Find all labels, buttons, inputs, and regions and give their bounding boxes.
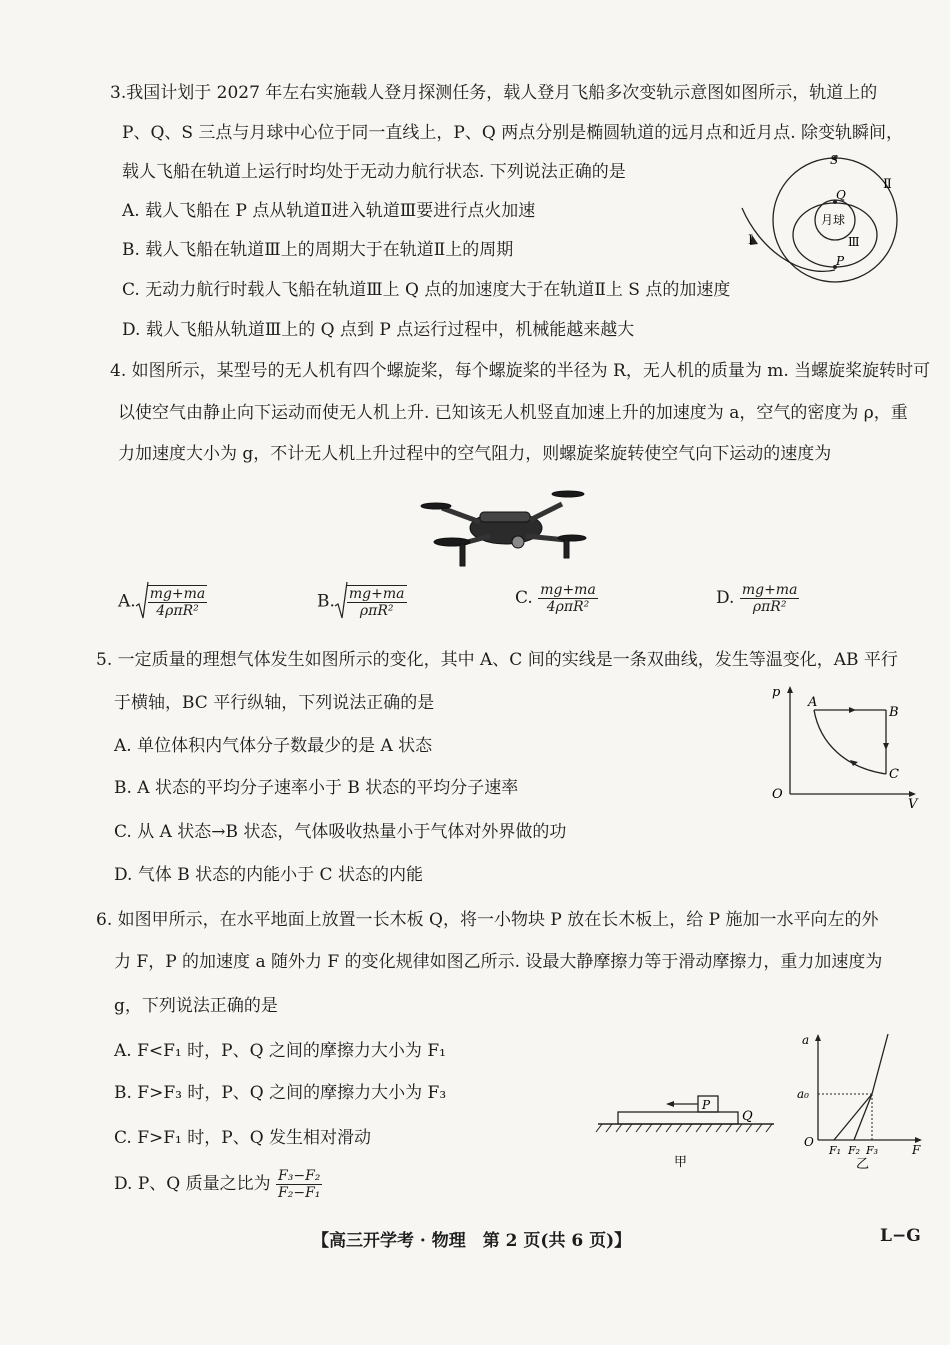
q3-orbit-figure [730,150,920,285]
q5-line-2: 于横轴，BC 平行纵轴，下列说法正确的是 [114,693,435,713]
q4-option-d: D. $\frac{mg+ma}{\text{ρπR²}}$ [716,582,798,616]
state-b-label: B [889,705,899,720]
drone-image [420,480,590,575]
origin-label: O [804,1135,814,1149]
a0-label: a₀ [797,1087,809,1101]
label-q: Q [742,1109,753,1124]
f1-label: F₁ [829,1144,842,1157]
axis-p-label: p [772,685,781,700]
label-orbit-1: Ⅰ [748,233,754,248]
q5-option-d: D. 气体 B 状态的内能小于 C 状态的内能 [114,865,423,885]
q4-line-3: 力加速度大小为 g，不计无人机上升过程中的空气阻力，则螺旋桨旋转使空气向下运动的速度为 [118,444,832,464]
q4-option-c: C. $\frac{mg+ma}{\text{4ρπR²}}$ [515,582,596,616]
caption-jia: 甲 [674,1155,688,1170]
page-footer: 【高三开学考 · 物理 第 2 页(共 6 页)】 [312,1231,632,1251]
q5-option-b: B. A 状态的平均分子速率小于 B 状态的平均分子速率 [114,778,519,798]
label-orbit-2: Ⅱ [883,177,892,192]
q5-line-1: 5. 一定质量的理想气体发生如图所示的变化，其中 A、C 间的实线是一条双曲线，发生等温变化，AB 平行 [96,650,898,670]
q6-line-3: g，下列说法正确的是 [114,996,278,1016]
q6-option-c: C. F>F₁ 时，P、Q 发生相对滑动 [114,1128,372,1148]
label-s: S [830,153,839,167]
q4-line-2: 以使空气由静止向下运动而使无人机上升. 已知该无人机竖直加速上升的加速度为 a，空气的密度为 ρ，重 [118,403,908,423]
q5-pv-graph [768,682,918,812]
axis-v-label: V [908,797,918,812]
q4-line-1: 4. 如图所示，某型号的无人机有四个螺旋桨，每个螺旋桨的半径为 R，无人机的质量为 m. 当螺旋桨旋转时可 [110,361,931,381]
graph-segment-1 [834,1094,872,1140]
q3-line-1: 3.我国计划于 2027 年左右实施载人登月探测任务，载人登月飞船多次变轨示意图如图所示，轨道上的 [110,83,878,103]
label-q: Q [836,188,846,202]
label-orbit-3: Ⅲ [848,235,860,249]
propeller-front-left [421,503,451,509]
q3-option-c: C. 无动力航行时载人飞船在轨道Ⅲ上 Q 点的加速度大于在轨道Ⅱ上 S 点的加速度 [122,280,731,300]
propeller-front-right [552,491,584,497]
board-q [618,1112,738,1124]
q6-figure-yi [796,1030,926,1170]
graph-segment-2 [854,1094,872,1140]
q3-option-d: D. 载人飞船从轨道Ⅲ上的 Q 点到 P 点运行过程中，机械能越来越大 [122,320,635,340]
f3-label: F₃ [866,1144,879,1157]
caption-yi: 乙 [856,1157,870,1172]
label-p: P [702,1098,711,1112]
label-p: P [836,254,845,268]
q6-option-d: D. P、Q 质量之比为 $\frac{\text{F₃−F₂}}{\text{F₂−F₁}}$ [114,1168,321,1202]
q5-option-a: A. 单位体积内气体分子数最少的是 A 状态 [114,736,433,756]
state-c-label: C [889,767,899,782]
q3-option-a: A. 载人飞船在 P 点从轨道Ⅱ进入轨道Ⅲ要进行点火加速 [122,201,536,221]
axis-a-label: a [802,1033,810,1047]
label-moon: 月球 [821,213,846,227]
graph-segment-3 [872,1034,888,1094]
q6-option-a: A. F<F₁ 时，P、Q 之间的摩擦力大小为 F₁ [114,1041,446,1061]
q6-option-b: B. F>F₃ 时，P、Q 之间的摩擦力大小为 F₃ [114,1083,447,1103]
q5-option-c: C. 从 A 状态→B 状态，气体吸收热量小于气体对外界做的功 [114,822,567,842]
q6-figure-jia [596,1090,776,1170]
drone-camera [512,536,524,548]
paper-code: L−G [880,1226,921,1246]
q3-option-b: B. 载人飞船在轨道Ⅲ上的周期大于在轨道Ⅱ上的周期 [122,240,514,260]
f2-label: F₂ [848,1144,861,1157]
q3-line-3: 载人飞船在轨道上运行时均处于无动力航行状态. 下列说法正确的是 [122,162,626,182]
propeller-rear-right [558,535,586,541]
q3-line-2: P、Q、S 三点与月球中心位于同一直线上，P、Q 两点分别是椭圆轨道的远月点和近月点. 除变轨瞬间， [122,123,904,143]
q6-line-1: 6. 如图甲所示，在水平地面上放置一长木板 Q，将一小物块 P 放在长木板上，给 P 施加一水平向左的外 [96,910,879,930]
q4-option-a: A. $\frac{mg+ma}{\text{4ρπR²}}$ [118,582,207,622]
state-a-label: A [808,695,818,710]
q6-line-2: 力 F，P 的加速度 a 随外力 F 的变化规律如图乙所示. 设最大静摩擦力等于滑动摩擦力，重力加速度为 [114,952,883,972]
origin-label: O [772,787,783,802]
axis-f-label: F [912,1143,921,1157]
q4-option-b: B. $\frac{mg+ma}{\text{ρπR²}}$ [317,582,407,622]
ac-isotherm [814,710,886,774]
